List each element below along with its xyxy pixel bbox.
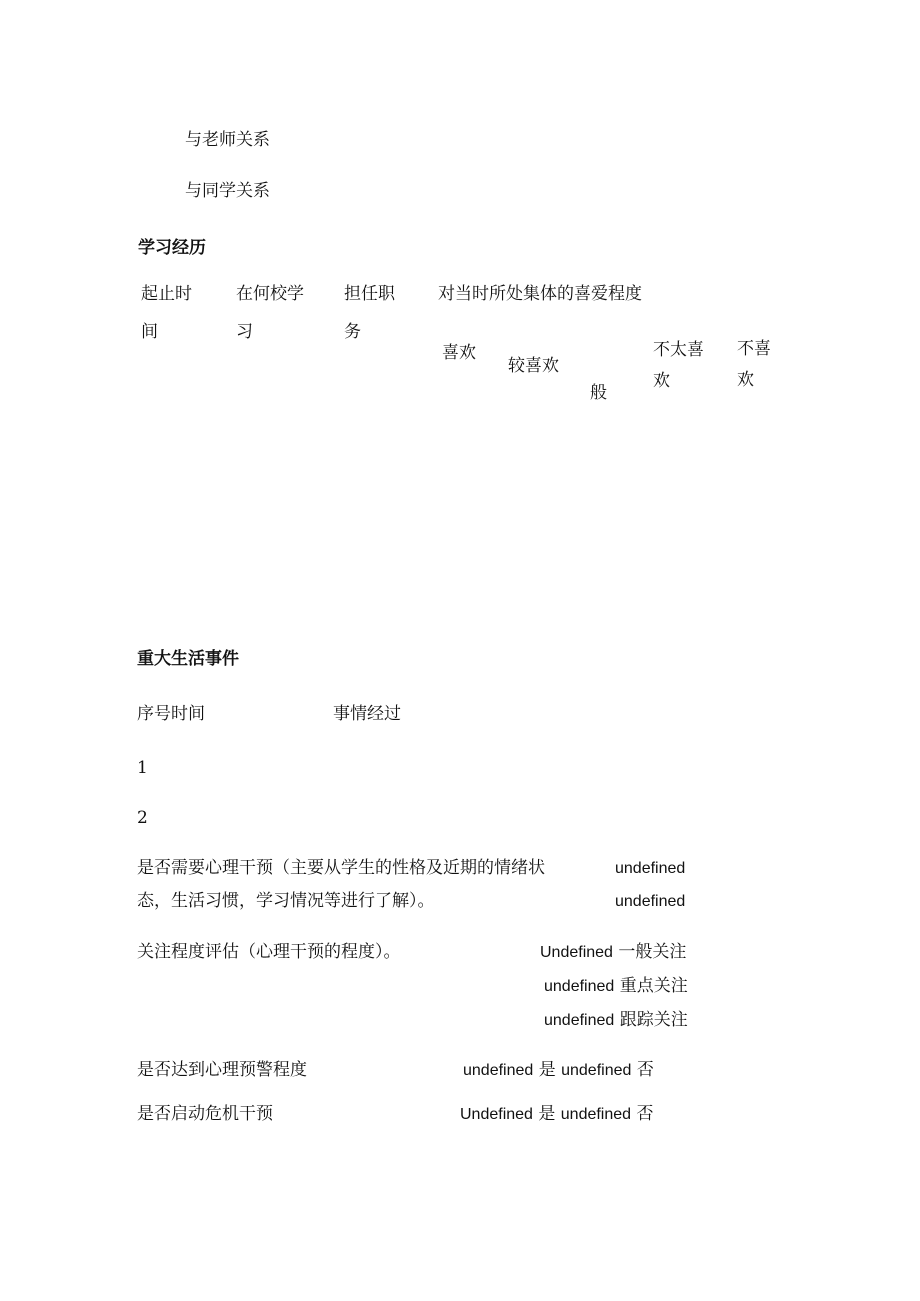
teacher-relation-label: 与老师关系 <box>185 130 270 150</box>
crisis-no-mark[interactable]: undefined <box>560 1106 632 1123</box>
warning-options <box>463 1062 654 1079</box>
col-time-line2: 间 <box>141 322 158 342</box>
attention-option-key-label: 重点关注 <box>619 976 688 996</box>
col-role-line1: 担任职 <box>344 284 395 304</box>
col-details: 事情经过 <box>333 704 401 724</box>
attention-option-general-mark: Undefined <box>540 944 613 961</box>
crisis-options <box>460 1106 653 1123</box>
event-row-2: 2 <box>137 808 148 828</box>
col-fondness-header: 对当时所处集体的喜爱程度 <box>438 284 642 304</box>
warning-no-label: 否 <box>636 1060 654 1080</box>
col-time-line1: 起止时 <box>141 284 192 304</box>
warning-yes-label: 是 <box>538 1060 556 1080</box>
col-role-line2: 务 <box>344 322 361 342</box>
warning-question: 是否达到心理预警程度 <box>137 1060 307 1080</box>
attention-option-general-label: 一般关注 <box>618 942 687 962</box>
classmate-relation-label: 与同学关系 <box>185 181 270 201</box>
fondness-fairly-like: 较喜欢 <box>508 356 559 376</box>
attention-option-tracking-mark: undefined <box>544 1012 615 1029</box>
intervention-option-2[interactable]: undefined <box>615 893 686 910</box>
fondness-like: 喜欢 <box>442 343 476 363</box>
fondness-average: 般 <box>590 383 607 403</box>
crisis-no-label: 否 <box>636 1104 654 1124</box>
intervention-question-line2: 态，生活习惯，学习情况等进行了解）。 <box>137 891 435 911</box>
fondness-dislike-line1: 不喜 <box>737 339 771 359</box>
attention-option-key-mark: undefined <box>544 978 615 995</box>
study-history-heading: 学习经历 <box>138 238 206 258</box>
fondness-not-really-line1: 不太喜 <box>653 340 704 360</box>
crisis-yes-label: 是 <box>538 1104 556 1124</box>
warning-no-mark[interactable]: undefined <box>561 1062 632 1079</box>
col-index-time: 序号时间 <box>137 704 205 724</box>
crisis-question: 是否启动危机干预 <box>137 1104 273 1124</box>
fondness-dislike-line2: 欢 <box>737 370 754 390</box>
attention-option-key[interactable] <box>544 978 688 995</box>
crisis-yes-mark[interactable]: Undefined <box>460 1106 533 1123</box>
fondness-not-really-line2: 欢 <box>653 371 670 391</box>
attention-option-tracking-label: 跟踪关注 <box>619 1010 688 1030</box>
attention-question: 关注程度评估（心理干预的程度）。 <box>137 942 401 962</box>
event-row-1: 1 <box>137 758 148 778</box>
warning-yes-mark[interactable]: undefined <box>463 1062 534 1079</box>
attention-option-tracking[interactable] <box>544 1012 688 1029</box>
attention-option-general[interactable] <box>540 944 686 961</box>
col-school-line2: 习 <box>236 322 253 342</box>
col-school-line1: 在何校学 <box>236 284 304 304</box>
intervention-question-line1: 是否需要心理干预（主要从学生的性格及近期的情绪状 <box>137 858 545 878</box>
intervention-option-1[interactable]: undefined <box>615 860 686 877</box>
life-events-heading: 重大生活事件 <box>137 649 239 669</box>
